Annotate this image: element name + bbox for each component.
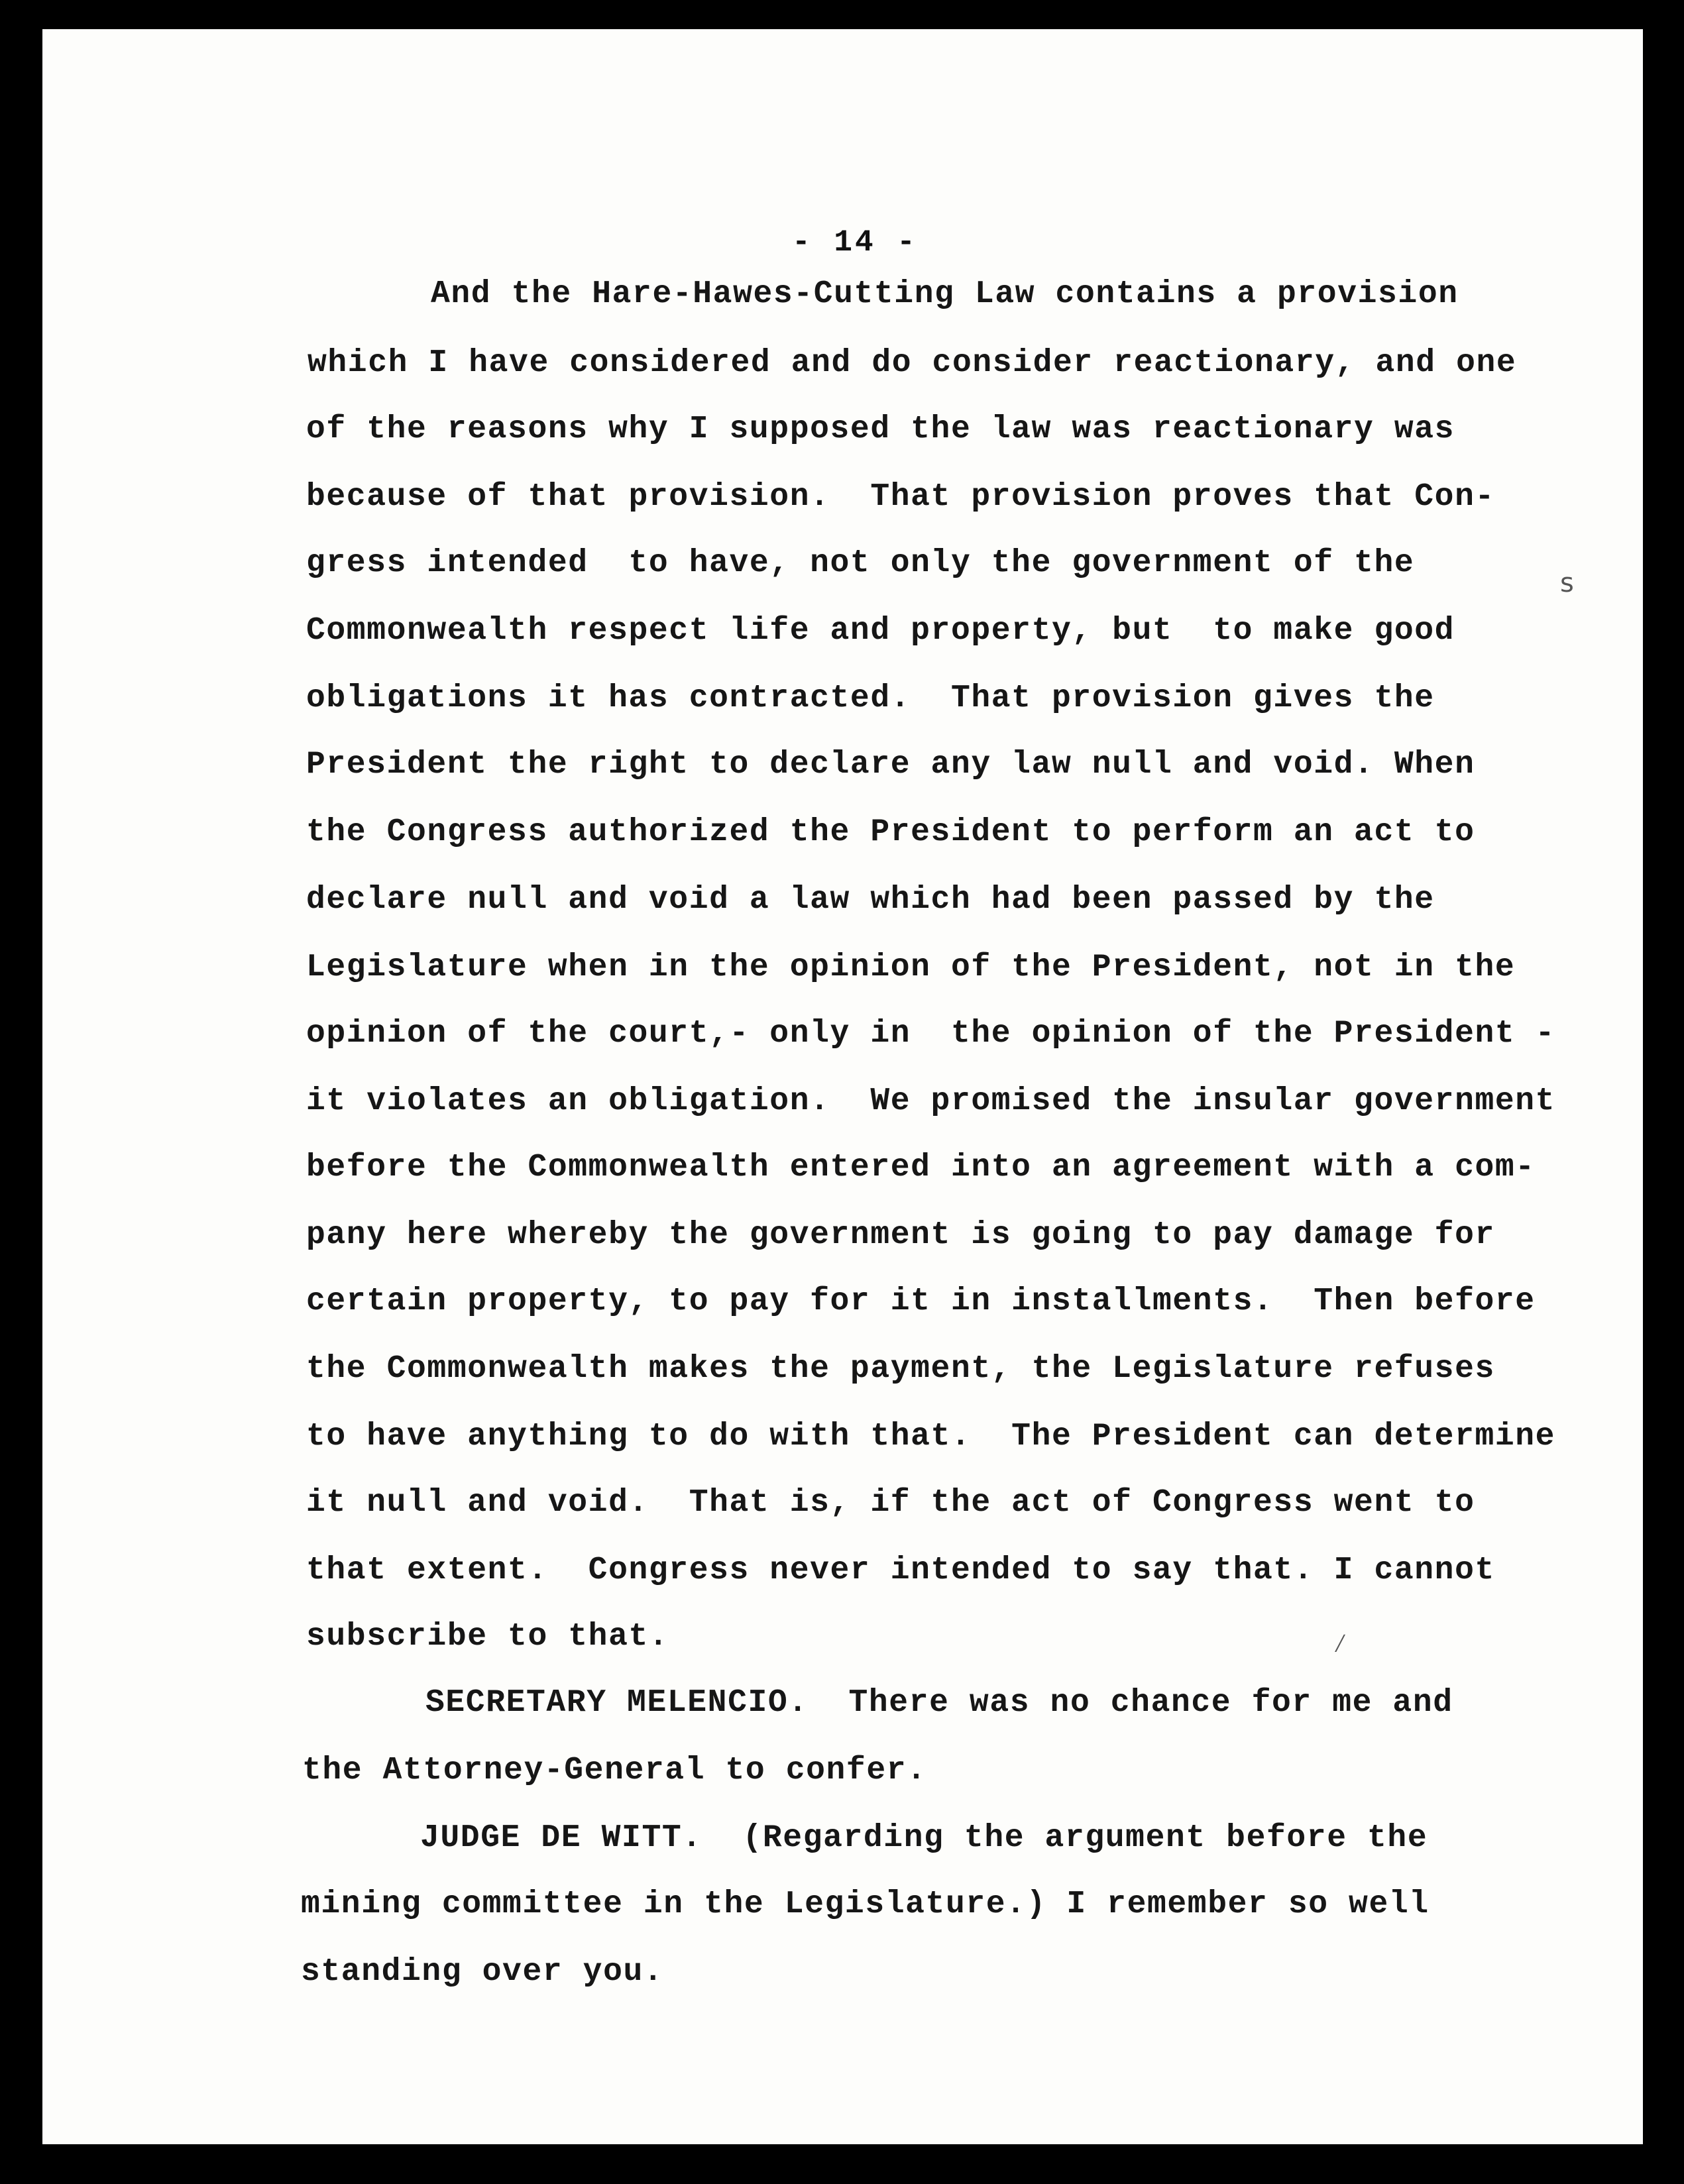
speaker-line: SECRETARY MELENCIO. There was no chance for me and <box>425 1685 1453 1721</box>
text-line: obligations it has contracted. That provision gives the <box>306 681 1435 716</box>
text-line: declare null and void a law which had been passed by the <box>306 882 1435 918</box>
text-line: it null and void. That is, if the act of Congress went to <box>306 1485 1475 1521</box>
text-line: of the reasons why I supposed the law was reactionary was <box>306 411 1455 447</box>
text-line: subscribe to that. <box>306 1619 669 1655</box>
text-line: it violates an obligation. We promised the insular government <box>306 1083 1556 1119</box>
speaker-line: JUDGE DE WITT. (Regarding the argument before the <box>420 1820 1428 1856</box>
text-line: standing over you. <box>301 1954 664 1990</box>
text-line: that extent. Congress never intended to say that. I cannot <box>306 1553 1495 1588</box>
text-line: the Attorney-General to confer. <box>302 1753 927 1788</box>
text-line: which I have considered and do consider reactionary, and one <box>308 345 1517 381</box>
text-line: before the Commonwealth entered into an agreement with a com- <box>306 1150 1536 1185</box>
text-line: Commonwealth respect life and property, but to make good <box>306 613 1455 649</box>
text-line: the Congress authorized the President to perform an act to <box>306 814 1475 850</box>
text-line: the Commonwealth makes the payment, the Legislature refuses <box>306 1351 1495 1387</box>
text-line: gress intended to have, not only the government of the <box>306 545 1415 581</box>
text-line: mining committee in the Legislature.) I remember so well <box>301 1886 1430 1922</box>
text-line: President the right to declare any law null and void. When <box>306 747 1475 783</box>
text-line: to have anything to do with that. The President can determine <box>306 1419 1556 1454</box>
text-line: Legislature when in the opinion of the President, not in the <box>306 950 1516 985</box>
pencil-mark: ꜱ <box>1560 571 1574 600</box>
document-page <box>42 29 1643 2144</box>
text-line: because of that provision. That provision proves that Con- <box>306 479 1495 515</box>
text-line: certain property, to pay for it in installments. Then before <box>306 1283 1536 1319</box>
text-line: pany here whereby the government is going to pay damage for <box>306 1217 1495 1253</box>
pencil-mark: ⁄ <box>1332 1631 1349 1661</box>
text-line: opinion of the court,- only in the opinion of the President - <box>306 1016 1556 1052</box>
text-line: And the Hare-Hawes-Cutting Law contains a provision <box>431 276 1459 312</box>
page-number: - 14 - <box>792 225 918 260</box>
